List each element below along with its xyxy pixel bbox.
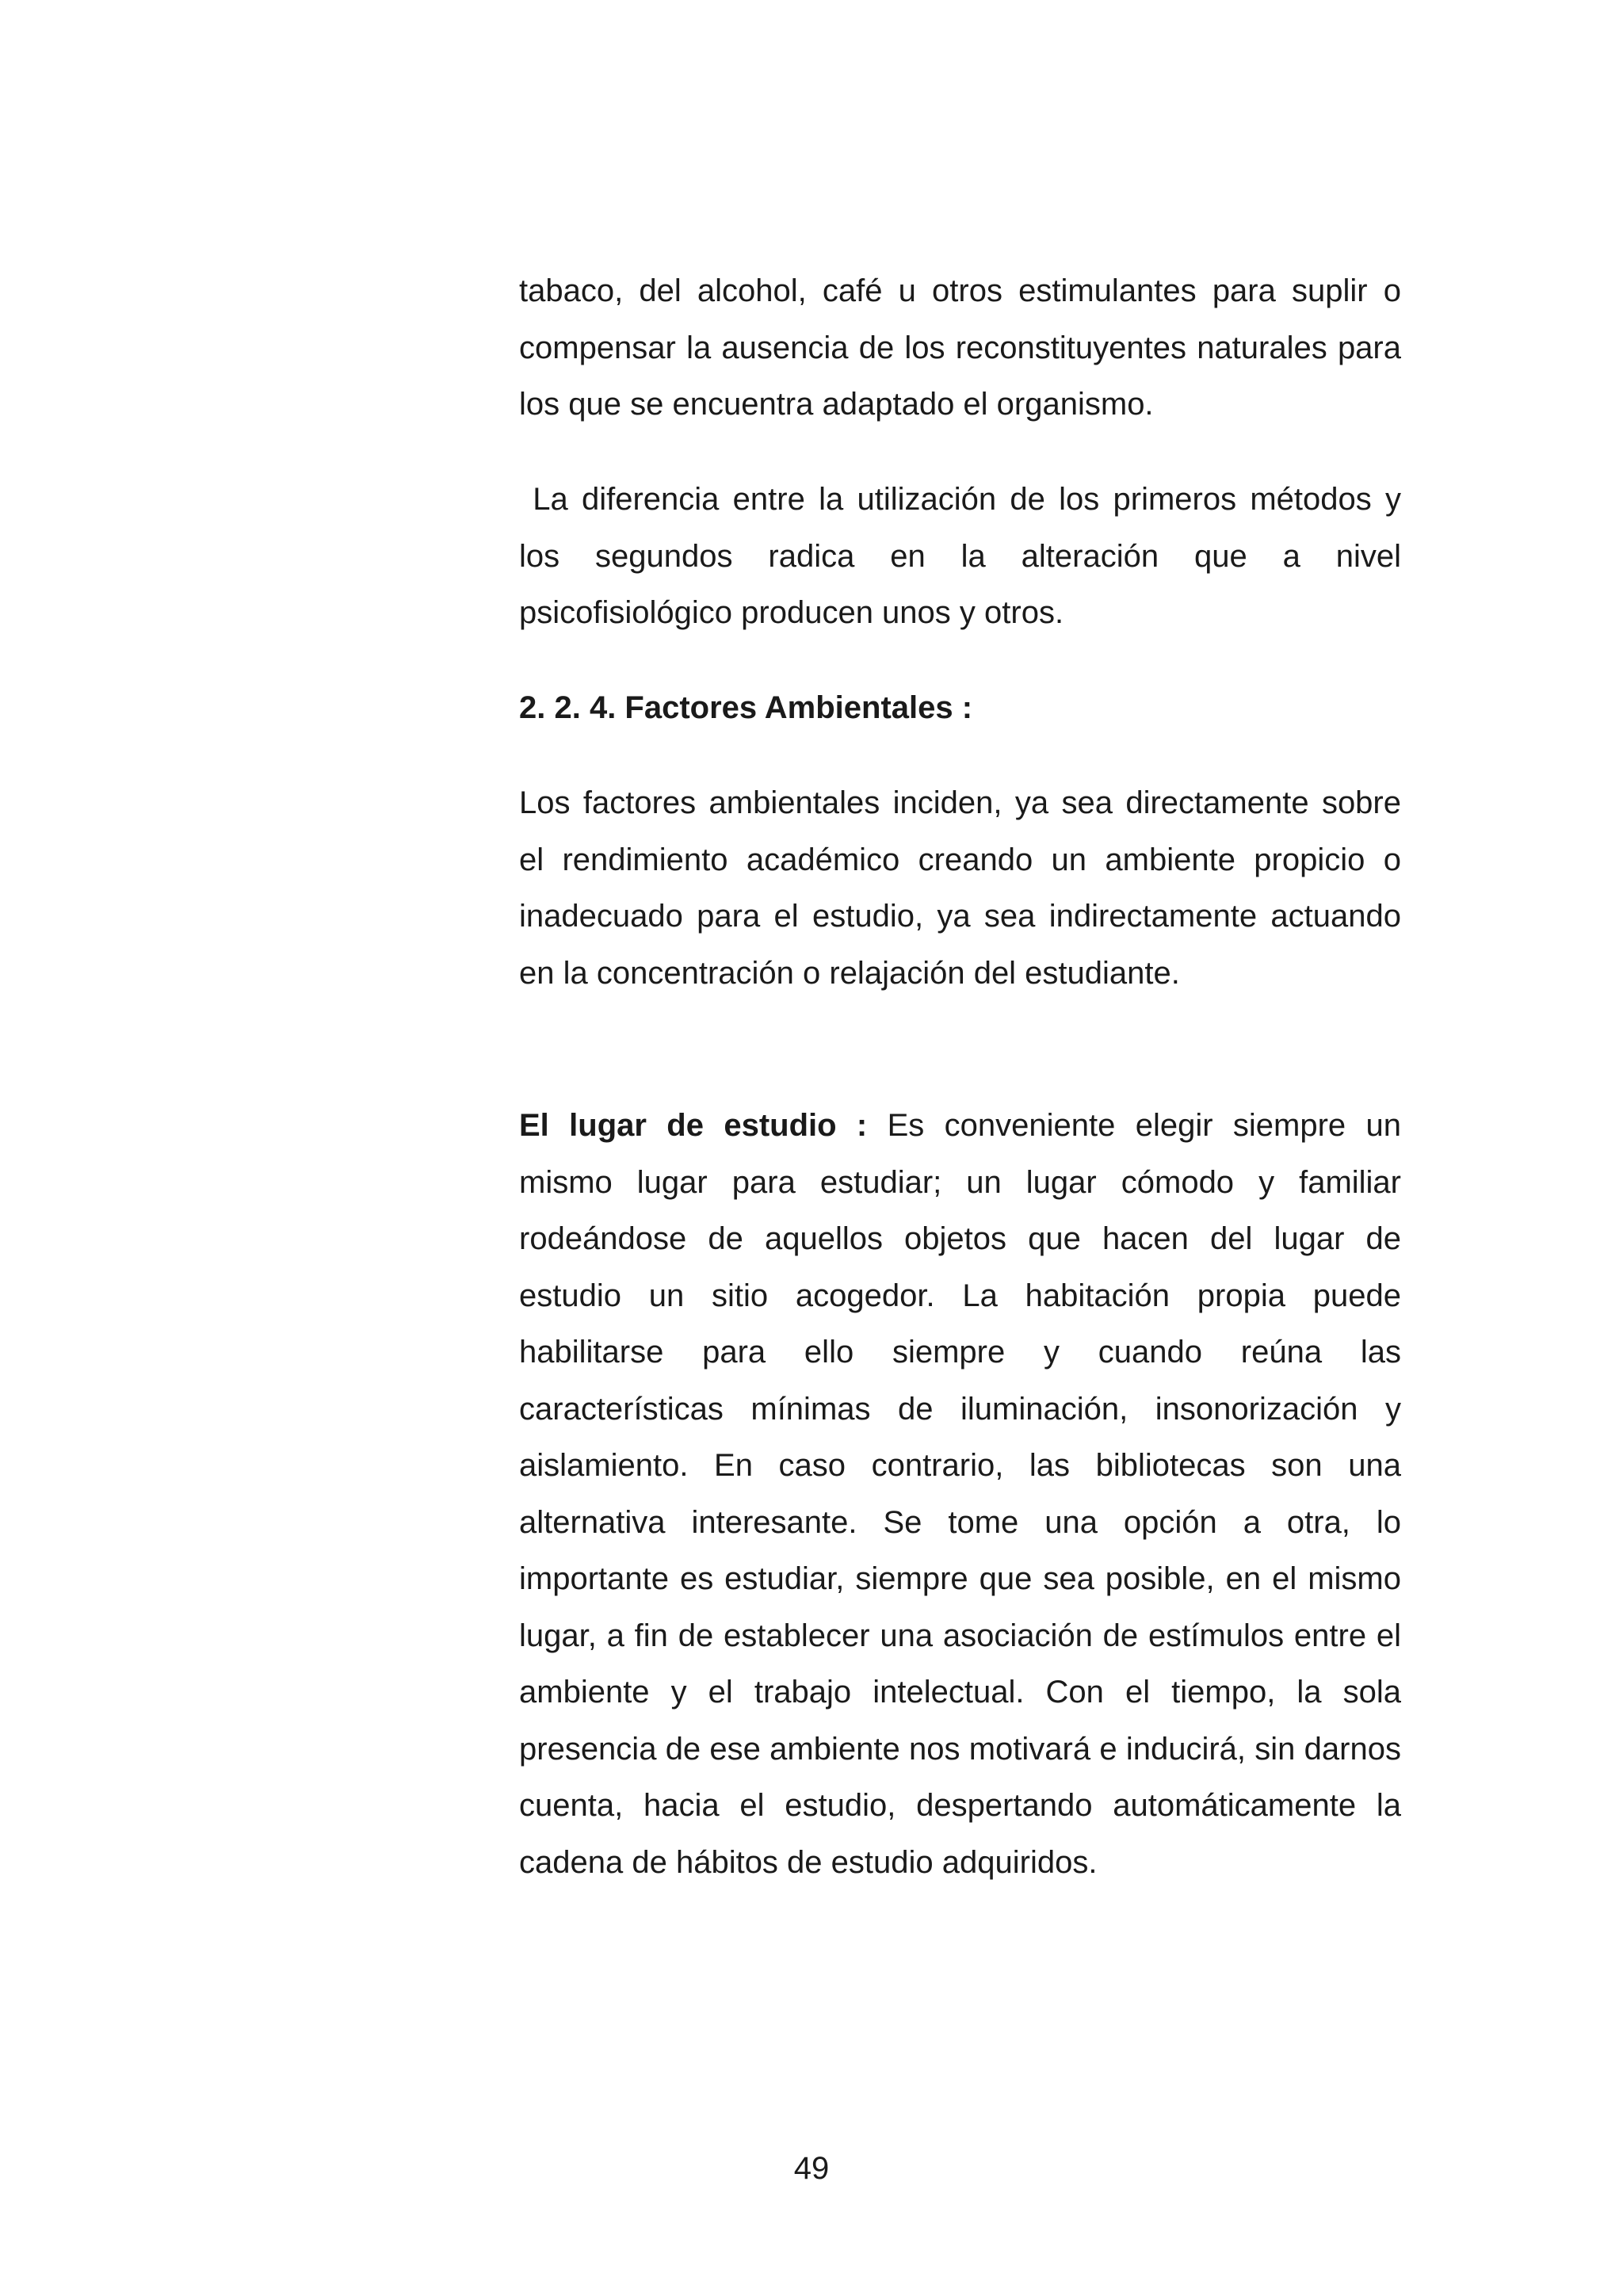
page-number: 49 (793, 2151, 830, 2186)
paragraph-lugar-de-estudio (519, 1098, 1401, 1891)
paragraph-factores-ambientales: Los factores ambientales inciden, ya sea directamente sobre el rendimiento académico creando un ambiente propicio o inadecuado para el estudio, ya sea indirectamente actuando en la concentración o relajación del estudiante. (519, 785, 1401, 991)
lugar-lead: El lugar de estudio : (519, 1108, 868, 1143)
section-heading: 2. 2. 4. Factores Ambientales : (519, 690, 973, 725)
lugar-body: Es conveniente elegir siempre un mismo lugar para estudiar; un lugar cómodo y familiar rodeándose de aquellos objetos que hacen del lugar de estudio un sitio acogedor. La habitación propia puede habilitarse para ello siempre y cuando reúna las características mínimas de iluminación, insonorización y aislamiento. En caso contrario, las bibliotecas son una alternativa interesante. Se tome una opción a otra, lo importante es estudiar, siempre que sea posible, en el mismo lugar, a fin de establecer una asociación de estímulos entre el ambiente y el trabajo intelectual. Con el tiempo, la sola presencia de ese ambiente nos motivará e inducirá, sin darnos cuenta, hacia el estudio, despertando automáticamente la cadena de hábitos de estudio adquiridos. (519, 1108, 1401, 1880)
paragraph-tabaco: tabaco, del alcohol, café u otros estimulantes para suplir o compensar la ausencia de los reconstituyentes naturales para los que se encuentra adaptado el organismo. (519, 273, 1401, 422)
paragraph-diferencia: La diferencia entre la utilización de los primeros métodos y los segundos radica en la alteración que a nivel psicofisiológico producen unos y otros. (519, 482, 1401, 630)
